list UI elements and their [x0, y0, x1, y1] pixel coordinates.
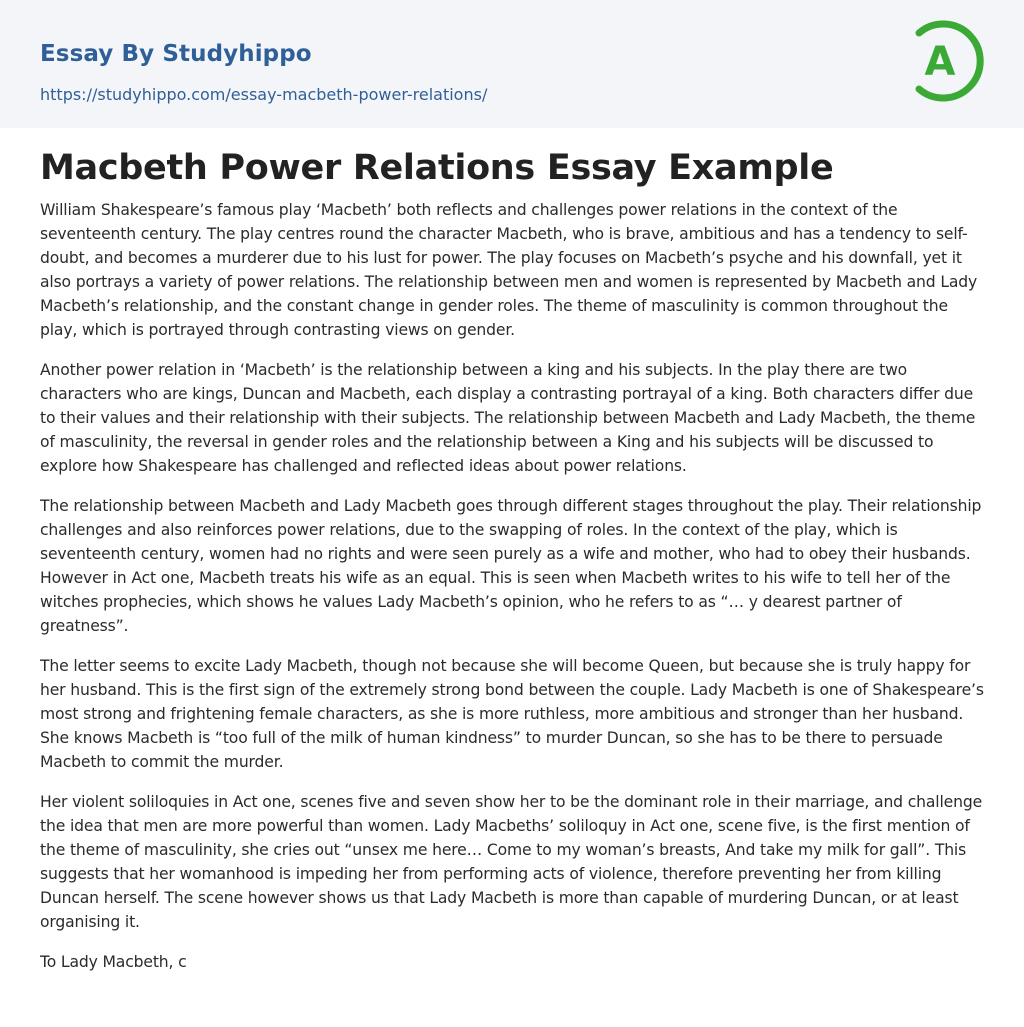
article-paragraph: The letter seems to excite Lady Macbeth, though not because she will become Queen, but because she is truly happy for her husband. This is the first sign of the extremely strong bond between the couple. Lady Macbeth is one of Shakespeare’s most strong and frightening female characters, as she is more ruthless, more ambitious and stronger than her husband. She knows Macbeth is “too full of the milk of human kindness” to murder Duncan, so she has to be there to persuade Macbeth to commit the murder.	[40, 657, 984, 771]
site-brand[interactable]: Essay By Studyhippo	[40, 41, 312, 67]
studyhippo-logo-icon[interactable]	[912, 19, 986, 105]
article-paragraph: Another power relation in ‘Macbeth’ is the relationship between a king and his subjects. In the play there are two characters who are kings, Duncan and Macbeth, each display a contrasting portrayal of a king. Both characters differ due to their values and their relationship with their subjects. The relationship between Macbeth and Lady Macbeth, the theme of masculinity, the reversal in gender roles and the relationship between a King and his subjects will be discussed to explore how Shakespeare has challenged and reflected ideas about power relations.	[40, 361, 976, 475]
article-paragraph-truncated: To Lady Macbeth, c	[40, 953, 187, 971]
essay-url-link[interactable]: https://studyhippo.com/essay-macbeth-power-relations/	[40, 85, 488, 104]
logo-letter: A	[924, 39, 956, 85]
article-paragraph: William Shakespeare’s famous play ‘Macbeth’ both reflects and challenges power relations in the context of the seventeenth century. The play centres round the character Macbeth, who is brave, ambitious and has a tendency to self-doubt, and becomes a murderer due to his lust for power. The play focuses on Macbeth’s psyche and his downfall, yet it also portrays a variety of power relations. The relationship between men and women is represented by Macbeth and Lady Macbeth’s relationship, and the constant change in gender roles. The theme of masculinity is common throughout the play, which is portrayed through contrasting views on gender.	[40, 201, 978, 339]
article-paragraph: The relationship between Macbeth and Lady Macbeth goes through different stages throughout the play. Their relationship challenges and also reinforces power relations, due to the swapping of roles. In the context of the play, which is seventeenth century, women had no rights and were seen purely as a wife and mother, who had to obey their husbands. However in Act one, Macbeth treats his wife as an equal. This is seen when Macbeth writes to his wife to tell her of the witches prophecies, which shows he values Lady Macbeth’s opinion, who he refers to as “… y dearest partner of greatness”.	[40, 497, 982, 635]
article	[0, 128, 1024, 974]
site-header	[0, 0, 1024, 128]
article-paragraph: Her violent soliloquies in Act one, scenes five and seven show her to be the dominant role in their marriage, and challenge the idea that men are more powerful than women. Lady Macbeths’ soliloquy in Act one, scene five, is the first mention of the theme of masculinity, she cries out “unsex me here… Come to my woman’s breasts, And take my milk for gall”. This suggests that her womanhood is impeding her from performing acts of violence, therefore preventing her from killing Duncan herself. The scene however shows us that Lady Macbeth is more than capable of murdering Duncan, or at least organising it.	[40, 793, 983, 931]
page-title: Macbeth Power Relations Essay Example	[40, 148, 834, 188]
